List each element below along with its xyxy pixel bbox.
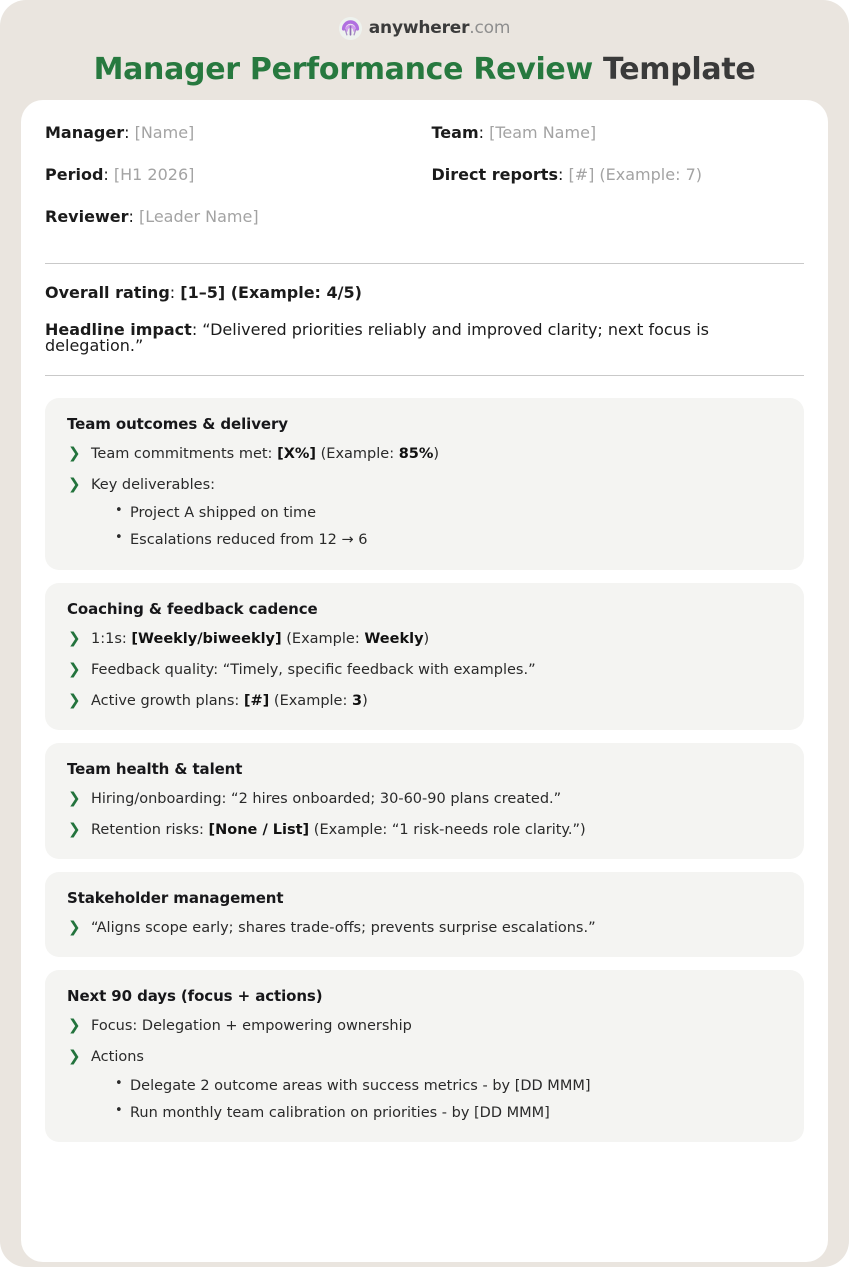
headline-impact-label: Headline impact (45, 320, 192, 339)
section-title: Stakeholder management (67, 889, 284, 908)
meta-value-direct-reports: [#] (Example: 7) (568, 165, 702, 184)
section-bullet (67, 790, 782, 808)
headline-impact-sep: : (191, 320, 203, 339)
section-bullet (67, 476, 782, 549)
globe-icon (339, 17, 362, 40)
bullet-text: Key deliverables: (91, 477, 216, 494)
brand-header (0, 0, 849, 44)
chevron-icon: ❯ (68, 690, 81, 709)
section-bullet (67, 692, 782, 710)
sub-bullet-item: • Project A shipped on time (115, 504, 782, 522)
bullet-text-mid: (Example: “1 risk-needs role clarity.”) (309, 822, 586, 838)
meta-label-reviewer: Reviewer (45, 207, 129, 226)
bullet-text-mid: (Example: (316, 446, 399, 462)
chevron-icon: ❯ (68, 475, 81, 494)
section-title: Coaching & feedback cadence (67, 599, 318, 618)
meta-label-manager: Manager (45, 123, 125, 142)
meta-column-left (45, 125, 418, 251)
bullet-text-mid: (Example: (269, 692, 352, 709)
sections-list (45, 376, 804, 1142)
meta-sep-manager: : (124, 123, 135, 142)
bullet-placeholder: [Weekly/biweekly] (131, 630, 282, 647)
page-title-accent: Manager Performance Review (93, 52, 593, 87)
bullet-text: 1:1s: (91, 630, 132, 647)
bullet-text: “Aligns scope early; shares trade-offs; prevents surprise escalations.” (91, 920, 596, 937)
bullet-example-value: Weekly (364, 630, 424, 647)
bullet-text-post: ) (423, 630, 430, 647)
meta-row-manager (45, 125, 418, 141)
page-title-plain: Template (592, 52, 756, 87)
bullet-text: Active growth plans: (91, 692, 244, 709)
meta-row-reviewer (45, 209, 418, 225)
meta-value-reviewer: [Leader Name] (138, 207, 259, 226)
chevron-icon: ❯ (68, 444, 81, 462)
section-title: Team outcomes & delivery (67, 415, 288, 433)
bullet-text-post: ) (362, 692, 368, 709)
chevron-icon: ❯ (68, 628, 81, 647)
bullet-text-mid: (Example: (281, 630, 365, 647)
section-bullet (67, 821, 782, 839)
meta-grid (45, 122, 804, 251)
section-bullet (67, 1048, 782, 1121)
brand-tld: .com (469, 17, 511, 38)
brand-name: anywherer (368, 17, 470, 38)
section-bullet (67, 630, 782, 648)
chevron-icon: ❯ (68, 659, 81, 678)
bullet-example-value: 85% (398, 446, 434, 462)
section-card (45, 743, 804, 859)
section-bullet (67, 661, 782, 679)
section-card (45, 970, 804, 1142)
brand-wordmark (368, 17, 511, 38)
overall-rating-row (45, 285, 804, 301)
bullet-text: Team commitments met: (91, 446, 278, 462)
meta-value-period: [H1 2026] (113, 165, 195, 184)
section-card (45, 398, 804, 570)
meta-column-right (418, 125, 805, 251)
summary-block (45, 264, 804, 354)
bullet-placeholder: [X%] (277, 446, 317, 462)
meta-label-team: Team (431, 123, 479, 142)
bullet-text-post: ) (433, 446, 440, 462)
bullet-text: Retention risks: (91, 822, 209, 838)
chevron-icon: ❯ (68, 1016, 81, 1035)
chevron-icon: ❯ (68, 918, 81, 937)
meta-sep-direct-reports: : (557, 165, 569, 184)
meta-sep-reviewer: : (128, 207, 139, 226)
overall-rating-label: Overall rating (45, 283, 170, 302)
section-card (45, 583, 804, 730)
sub-bullet-list (91, 1077, 782, 1122)
meta-row-period (45, 167, 418, 183)
bullet-placeholder: [None / List] (208, 822, 310, 838)
bullet-placeholder: [#] (243, 692, 270, 709)
meta-sep-team: : (478, 123, 490, 142)
bullet-text: Actions (91, 1049, 144, 1066)
sub-bullet-item: • Delegate 2 outcome areas with success metrics - by [DD MMM] (115, 1077, 782, 1095)
document-sheet (21, 100, 828, 1262)
sub-bullet-list (91, 504, 782, 549)
meta-row-team (432, 125, 805, 141)
chevron-icon: ❯ (68, 1047, 81, 1066)
section-bullet (67, 445, 782, 463)
chevron-icon: ❯ (68, 788, 81, 807)
section-title: Team health & talent (67, 759, 243, 778)
overall-rating-sep: : (169, 283, 181, 302)
bullet-text: Focus: Delegation + empowering ownership (91, 1018, 412, 1035)
page-title (0, 52, 849, 88)
section-card (45, 872, 804, 957)
section-bullet (67, 919, 782, 937)
bullet-text: Hiring/onboarding: “2 hires onboarded; 30-60-90 plans created.” (91, 790, 562, 807)
headline-impact-value: “Delivered priorities reliably and improved clarity; next focus is delegation.” (45, 320, 709, 355)
section-bullet (67, 1017, 782, 1035)
meta-label-direct-reports: Direct reports (431, 165, 558, 184)
meta-sep-period: : (103, 165, 114, 184)
bullet-example-value: 3 (351, 692, 363, 709)
section-title: Next 90 days (focus + actions) (67, 987, 323, 1006)
sub-bullet-item: • Run monthly team calibration on priorities - by [DD MMM] (115, 1104, 782, 1122)
meta-row-direct-reports (432, 167, 805, 183)
meta-label-period: Period (45, 165, 104, 184)
headline-impact-row (45, 322, 804, 354)
overall-rating-value: [1–5] (Example: 4/5) (180, 283, 362, 302)
meta-value-manager: [Name] (134, 123, 195, 142)
sub-bullet-item: • Escalations reduced from 12 → 6 (115, 531, 782, 549)
bullet-text: Feedback quality: “Timely, specific feedback with examples.” (91, 661, 536, 678)
meta-value-team: [Team Name] (489, 123, 597, 142)
chevron-icon: ❯ (68, 820, 81, 838)
